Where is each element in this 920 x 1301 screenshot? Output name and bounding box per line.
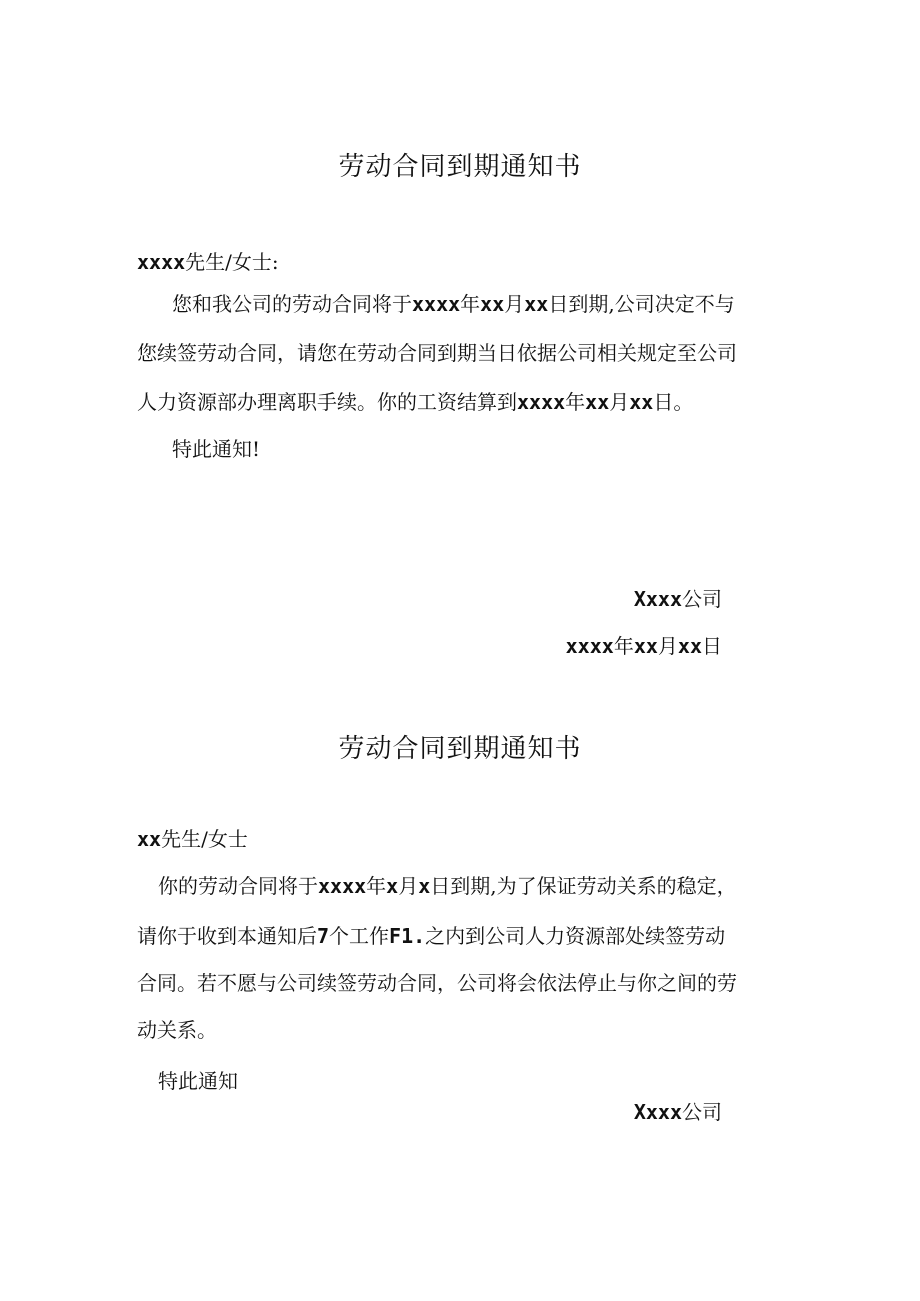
notice-2-paragraph-line-1: 你的劳动合同将于xxxx年x月x日到期,为了保证劳动关系的稳定，	[158, 874, 737, 898]
notice-1-salutation: xxxx先生/女士:	[137, 250, 279, 274]
notice-1-paragraph-line-3: 人力资源部办理离职手续。你的工资结算到xxxx年xx月xx日。	[137, 390, 694, 414]
notice-1-title: 劳动合同到期通知书	[338, 152, 582, 182]
notice-2-paragraph-line-4: 动关系。	[137, 1018, 217, 1042]
notice-1-closing: 特此通知!	[172, 437, 261, 461]
notice-1-company: Xxxx公司	[633, 587, 722, 611]
notice-2-company: Xxxx公司	[633, 1100, 722, 1124]
notice-2-title: 劳动合同到期通知书	[338, 734, 582, 764]
notice-2-paragraph-line-2: 请你于收到本通知后7个工作F1.之内到公司人力资源部处续签劳动	[137, 924, 726, 948]
notice-1-date: xxxx年xx月xx日	[565, 634, 722, 658]
notice-1-paragraph-line-2: 您续签劳动合同，请您在劳动合同到期当日依据公司相关规定至公司	[137, 341, 737, 365]
notice-2-paragraph-line-3: 合同。若不愿与公司续签劳动合同，公司将会依法停止与你之间的劳	[137, 971, 737, 995]
notice-2-salutation: xx先生/女士	[137, 827, 248, 851]
notice-2-closing: 特此通知	[158, 1069, 238, 1093]
notice-1-paragraph-line-1: 您和我公司的劳动合同将于xxxx年xx月xx日到期,公司决定不与	[172, 292, 735, 316]
